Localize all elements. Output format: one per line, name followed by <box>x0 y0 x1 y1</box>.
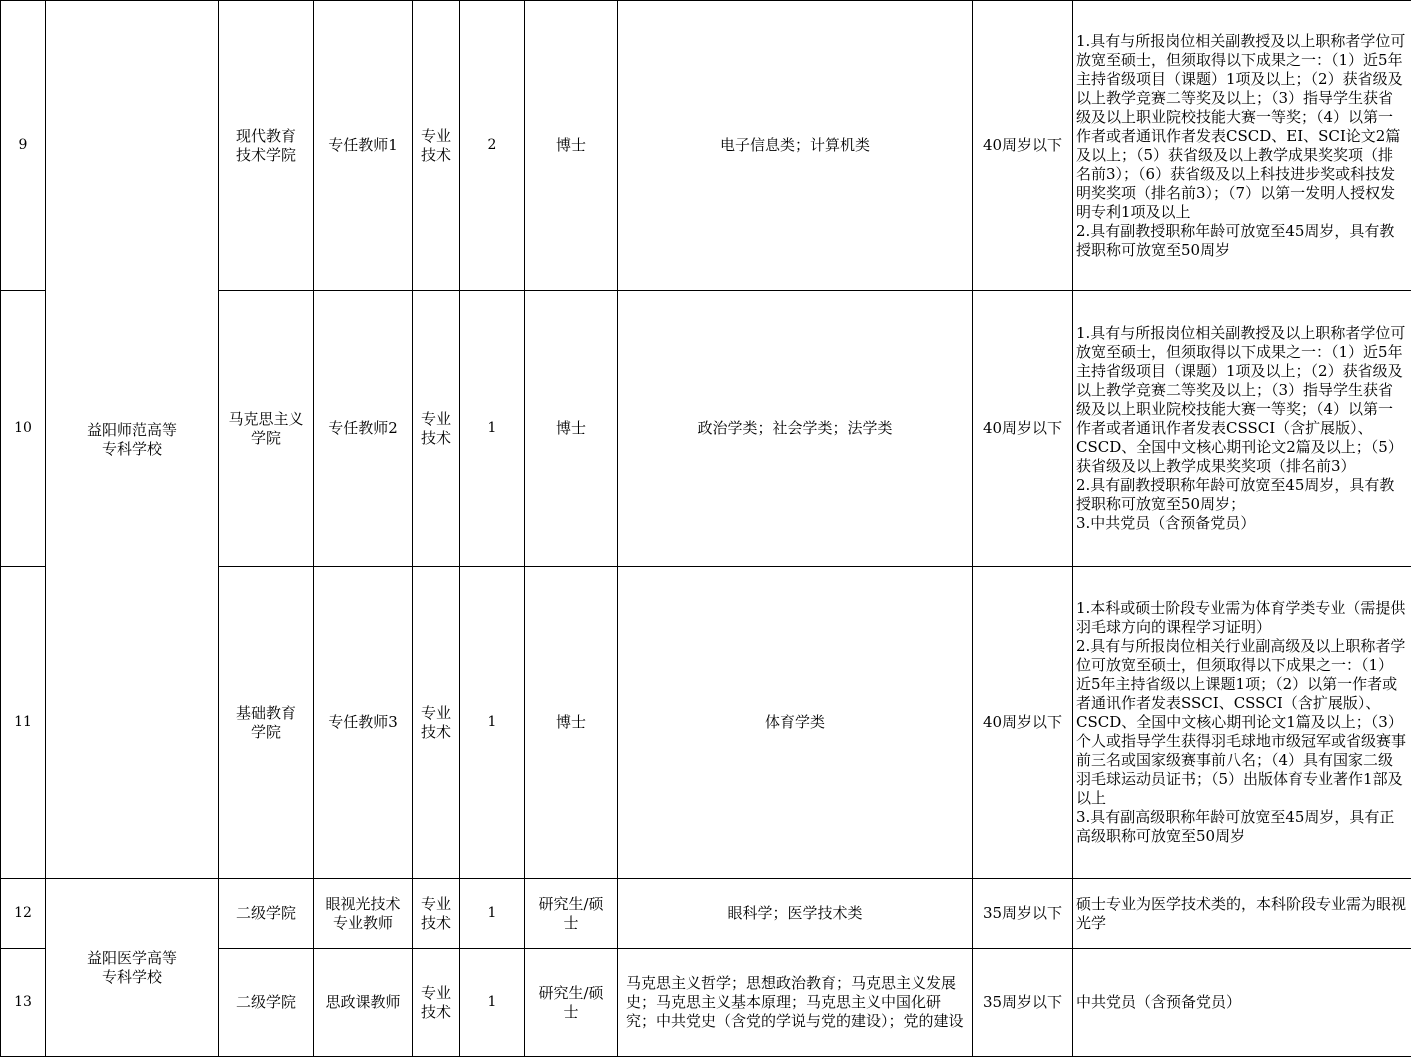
other-requirements: 中共党员（含预备党员） <box>1073 949 1411 1057</box>
major: 体育学类 <box>618 567 973 879</box>
row-number: 10 <box>1 291 46 567</box>
position-category: 专业 技术 <box>413 949 460 1057</box>
position-name: 专任教师2 <box>314 291 413 567</box>
degree: 博士 <box>525 291 618 567</box>
school-name: 益阳师范高等 专科学校 <box>46 1 219 879</box>
other-requirements: 硕士专业为医学技术类的，本科阶段专业需为眼视光学 <box>1073 879 1411 949</box>
hiring-count: 1 <box>460 567 525 879</box>
position-name: 思政课教师 <box>314 949 413 1057</box>
row-number: 11 <box>1 567 46 879</box>
department: 二级学院 <box>219 879 314 949</box>
hiring-count: 1 <box>460 291 525 567</box>
degree: 研究生/硕 士 <box>525 879 618 949</box>
major: 电子信息类；计算机类 <box>618 1 973 291</box>
major: 眼科学；医学技术类 <box>618 879 973 949</box>
other-requirements: 1.具有与所报岗位相关副教授及以上职称者学位可放宽至硕士，但须取得以下成果之一：（1）近5年主持省级项目（课题）1项及以上；（2）获省级及以上教学竞赛二等奖及以上；（3）指导学生获省级及以上职业院校技能大赛一等奖；（4）以第一作者或者通讯作者发表CSSCI（含扩展版）、CSCD、全国中文核心期刊论文2篇及以上；（5）获省级及以上教学成果奖奖项（排名前3） 2.具有副教授职称年龄可放宽至45周岁，具有教授职称可放宽至50周岁； 3.中共党员（含预备党员） <box>1073 291 1411 567</box>
department: 马克思主义 学院 <box>219 291 314 567</box>
age-limit: 40周岁以下 <box>973 567 1073 879</box>
position-category: 专业 技术 <box>413 567 460 879</box>
table-row <box>1 879 1411 949</box>
hiring-count: 1 <box>460 949 525 1057</box>
degree: 研究生/硕 士 <box>525 949 618 1057</box>
degree: 博士 <box>525 567 618 879</box>
department: 基础教育 学院 <box>219 567 314 879</box>
other-requirements: 1.具有与所报岗位相关副教授及以上职称者学位可放宽至硕士，但须取得以下成果之一：（1）近5年主持省级项目（课题）1项及以上；（2）获省级及以上教学竞赛二等奖及以上；（3）指导学生获省级及以上职业院校技能大赛一等奖；（4）以第一作者或者通讯作者发表CSCD、EI、SCI论文2篇及以上；（5）获省级及以上教学成果奖奖项（排名前3）；（6）获省级及以上科技进步奖或科技发明奖奖项（排名前3）；（7）以第一发明人授权发明专利1项及以上 2.具有副教授职称年龄可放宽至45周岁，具有教授职称可放宽至50周岁 <box>1073 1 1411 291</box>
table-row <box>1 1 1411 291</box>
row-number: 9 <box>1 1 46 291</box>
position-category: 专业 技术 <box>413 879 460 949</box>
age-limit: 35周岁以下 <box>973 879 1073 949</box>
position-name: 专任教师1 <box>314 1 413 291</box>
department: 现代教育 技术学院 <box>219 1 314 291</box>
hiring-count: 2 <box>460 1 525 291</box>
major: 政治学类；社会学类；法学类 <box>618 291 973 567</box>
age-limit: 40周岁以下 <box>973 291 1073 567</box>
position-name: 专任教师3 <box>314 567 413 879</box>
other-requirements: 1.本科或硕士阶段专业需为体育学类专业（需提供羽毛球方向的课程学习证明） 2.具有与所报岗位相关行业副高级及以上职称者学位可放宽至硕士，但须取得以下成果之一：（1）近5年主持省级以上课题1项；（2）以第一作者或者通讯作者发表SSCI、CSSCI（含扩展版）、CSCD、全国中文核心期刊论文1篇及以上；（3）个人或指导学生获得羽毛球地市级冠军或省级赛事前三名或国家级赛事前八名；（4）具有国家二级羽毛球运动员证书；（5）出版体育专业著作1部及以上 3.具有副高级职称年龄可放宽至45周岁，具有正高级职称可放宽至50周岁 <box>1073 567 1411 879</box>
position-name: 眼视光技术 专业教师 <box>314 879 413 949</box>
department: 二级学院 <box>219 949 314 1057</box>
position-category: 专业 技术 <box>413 291 460 567</box>
age-limit: 35周岁以下 <box>973 949 1073 1057</box>
row-number: 13 <box>1 949 46 1057</box>
school-name: 益阳医学高等 专科学校 <box>46 879 219 1057</box>
major: 马克思主义哲学；思想政治教育；马克思主义发展史；马克思主义基本原理；马克思主义中国化研究；中共党史（含党的学说与党的建设）；党的建设 <box>618 949 973 1057</box>
degree: 博士 <box>525 1 618 291</box>
row-number: 12 <box>1 879 46 949</box>
age-limit: 40周岁以下 <box>973 1 1073 291</box>
hiring-count: 1 <box>460 879 525 949</box>
position-category: 专业 技术 <box>413 1 460 291</box>
